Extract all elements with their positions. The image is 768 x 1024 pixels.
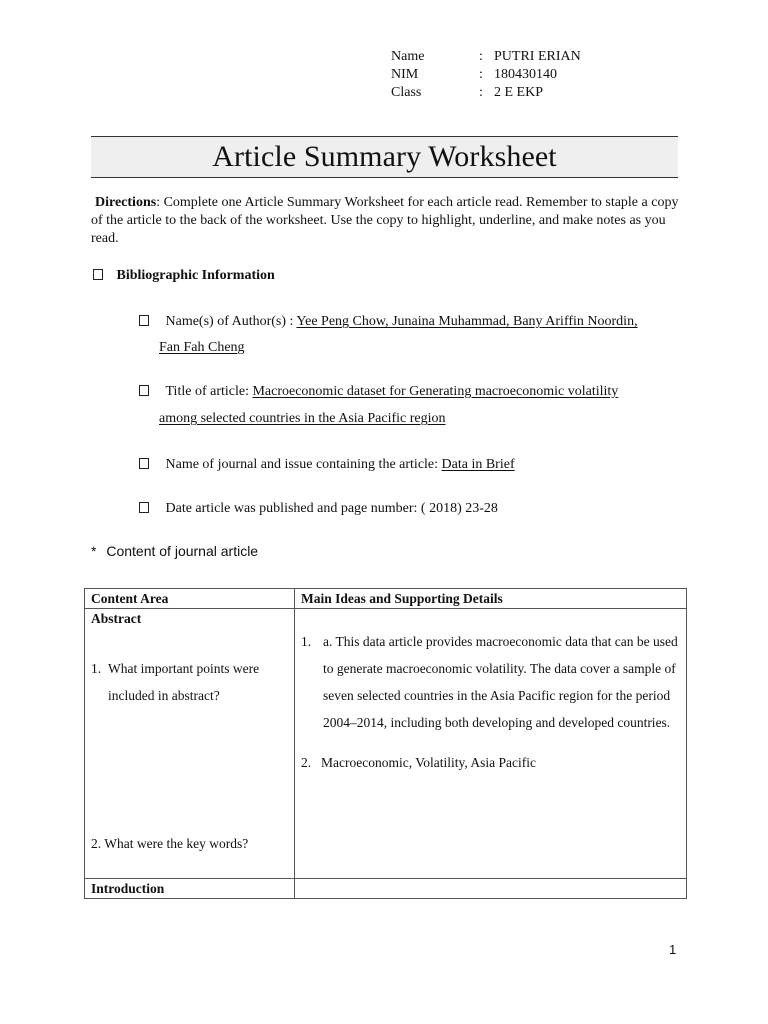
directions-text: : Complete one Article Summary Worksheet for each article read. Remember to staple a copy of the article to the back of the worksheet. Use the copy to highlight, underline, and make notes as you read.	[91, 195, 679, 246]
info-label: Class	[391, 85, 422, 100]
info-label: NIM	[391, 67, 419, 82]
directions-paragraph	[91, 194, 681, 248]
answer-item-1	[301, 628, 680, 736]
date-value: ( 2018) 23-28	[420, 501, 498, 516]
content-heading-row	[91, 543, 258, 559]
directions-label: Directions	[95, 195, 157, 210]
abstract-label: Abstract	[91, 611, 142, 626]
abstract-details-cell	[295, 609, 687, 879]
info-label: Name	[391, 49, 425, 64]
info-value: PUTRI ERIAN	[494, 49, 581, 64]
introduction-details-cell	[295, 879, 687, 899]
bibliographic-heading: Bibliographic Information	[116, 268, 275, 283]
question-1-line1: What important points were	[108, 661, 260, 676]
checkbox-square-icon	[93, 269, 103, 280]
title-banner	[91, 136, 678, 178]
bibliographic-heading-row	[93, 267, 275, 284]
page-number: 1	[669, 942, 677, 957]
table-row-introduction	[85, 879, 687, 899]
info-value: 2 E EKP	[494, 85, 543, 100]
answer-number: 2.	[301, 755, 312, 770]
answer-1-text: a. This data article provides macroeconomic data that can be used to generate macroeconomic volatility. The data cover a sample of seven selected countries in the Asia Pacific region for the period 2004–2014, including both developing and developed countries.	[323, 634, 678, 730]
checkbox-square-icon	[139, 502, 149, 513]
checkbox-square-icon	[139, 458, 149, 469]
date-label: Date article was published and page number:	[165, 501, 421, 516]
answer-2-text: Macroeconomic, Volatility, Asia Pacific	[321, 755, 536, 770]
header-main-ideas: Main Ideas and Supporting Details	[295, 589, 687, 609]
checkbox-square-icon	[139, 385, 149, 396]
answer-number: 1.	[301, 634, 312, 649]
authors-value-line2: Fan Fah Cheng	[159, 340, 245, 355]
info-value: 180430140	[494, 67, 557, 82]
journal-row	[139, 456, 515, 473]
article-title-line1: Macroeconomic dataset for Generating macroeconomic volatility	[252, 384, 619, 399]
info-separator: :	[479, 85, 483, 100]
info-separator: :	[479, 49, 483, 64]
article-title-row	[139, 383, 618, 400]
info-separator: :	[479, 67, 483, 82]
article-title-line2: among selected countries in the Asia Pacific region	[159, 411, 446, 426]
authors-label: Name(s) of Author(s) :	[165, 314, 297, 329]
page-title: Article Summary Worksheet	[212, 140, 557, 173]
header-content-area: Content Area	[85, 589, 295, 609]
abstract-content-cell	[85, 609, 295, 879]
question-1-line2: included in abstract?	[108, 688, 220, 703]
table-header-row	[85, 589, 687, 609]
authors-value-line1: Yee Peng Chow, Junaina Muhammad, Bany Ariffin Noordin,	[296, 314, 638, 329]
answer-list	[301, 628, 680, 771]
answer-item-2	[301, 754, 680, 771]
date-row	[139, 500, 498, 517]
abstract-question-1	[91, 655, 288, 709]
journal-label: Name of journal and issue containing the article:	[165, 457, 442, 472]
checkbox-square-icon	[139, 315, 149, 326]
table-row-abstract	[85, 609, 687, 879]
introduction-label: Introduction	[85, 879, 295, 899]
journal-value: Data in Brief	[441, 457, 515, 472]
authors-row	[139, 313, 638, 330]
asterisk-bullet-icon: *	[91, 543, 97, 559]
article-title-label: Title of article:	[165, 384, 253, 399]
summary-table	[84, 588, 687, 899]
content-heading: Content of journal article	[106, 543, 259, 559]
abstract-question-2: 2. What were the key words?	[91, 836, 249, 851]
question-number: 1.	[91, 661, 102, 676]
